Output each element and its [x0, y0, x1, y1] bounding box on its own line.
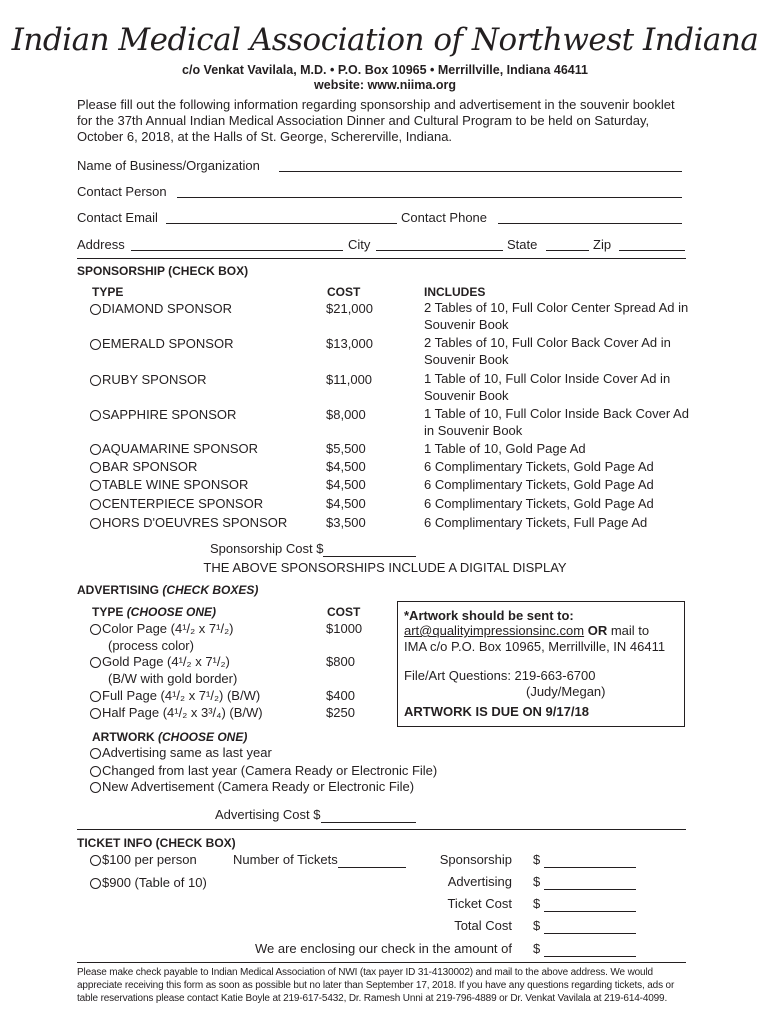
- contact-phone-label: Contact Phone: [401, 210, 488, 225]
- sponsor-cost: $4,500: [326, 477, 366, 492]
- advertising-cost-field[interactable]: [321, 811, 416, 823]
- total-label-ticket-cost: Ticket Cost: [447, 896, 512, 911]
- contact-phone-field[interactable]: [498, 223, 682, 224]
- ad-option-color-page[interactable]: Color Page (4¹/₂ x 7¹/₂): [90, 621, 233, 637]
- artwork-option-new[interactable]: New Advertisement (Camera Ready or Electronic File): [90, 779, 414, 795]
- radio-circle-icon[interactable]: [90, 782, 101, 793]
- contact-person-field[interactable]: [177, 197, 682, 198]
- organization-title: Indian Medical Association of Northwest Indiana: [11, 22, 759, 58]
- ad-cost: $1000: [326, 621, 363, 636]
- sponsorship-cost-header: COST: [327, 285, 361, 299]
- section-divider: [77, 829, 686, 830]
- ad-cost: $800: [326, 654, 355, 669]
- artwork-due-date: ARTWORK IS DUE ON 9/17/18: [404, 704, 589, 719]
- advertising-cost-header: COST: [327, 605, 361, 619]
- number-of-tickets-line: Number of Tickets: [233, 852, 406, 868]
- radio-circle-icon[interactable]: [90, 624, 101, 635]
- organization-address: c/o Venkat Vavilala, M.D. • P.O. Box 10965 • Merrillville, Indiana 46411: [182, 63, 588, 77]
- sponsor-cost: $21,000: [326, 301, 373, 316]
- ad-option-sub: (B/W with gold border): [108, 671, 238, 686]
- advertising-heading: ADVERTISING (CHECK BOXES): [77, 583, 259, 597]
- sponsor-includes: 6 Complimentary Tickets, Gold Page Ad: [424, 459, 654, 474]
- business-field[interactable]: [279, 171, 682, 172]
- zip-label: Zip: [593, 237, 612, 252]
- radio-circle-icon[interactable]: [90, 444, 101, 455]
- sponsor-cost: $4,500: [326, 459, 366, 474]
- radio-circle-icon[interactable]: [90, 748, 101, 759]
- ad-option-sub: (process color): [108, 638, 194, 653]
- sponsorship-cost-field[interactable]: [323, 545, 416, 557]
- radio-circle-icon[interactable]: [90, 462, 101, 473]
- radio-circle-icon[interactable]: [90, 855, 101, 866]
- sponsorship-total-field[interactable]: [544, 856, 636, 868]
- contact-email-label: Contact Email: [77, 210, 158, 225]
- radio-circle-icon[interactable]: [90, 375, 101, 386]
- sponsor-includes: 1 Table of 10, Gold Page Ad: [424, 441, 586, 456]
- ticket-heading: TICKET INFO (CHECK BOX): [77, 836, 236, 850]
- sponsor-option-ruby[interactable]: RUBY SPONSOR: [90, 372, 207, 388]
- ticket-cost-field[interactable]: [544, 900, 636, 912]
- sponsor-cost: $3,500: [326, 515, 366, 530]
- sponsor-option-sapphire[interactable]: SAPPHIRE SPONSOR: [90, 407, 236, 423]
- artwork-box-title: *Artwork should be sent to:: [404, 608, 574, 623]
- footer-instructions: Please make check payable to Indian Medical Association of NWI (tax payer ID 31-4130002) and mail to the above address. We would appreciate receiving this form as soon as possible but no later than September 17, 2018. If you have any questions regarding tickets, ads or table reservations please contact Katie Boyle at 219-617-5432, Dr. Ramesh Unni at 219-796-4889 or Dr. Venkat Vavilala at 219-614-4099.: [77, 967, 675, 1004]
- artwork-mail-address: IMA c/o P.O. Box 10965, Merrillville, IN 46411: [404, 639, 666, 654]
- sponsorship-type-header: TYPE: [92, 285, 124, 299]
- total-cost-field[interactable]: [544, 922, 636, 934]
- ticket-option-table[interactable]: $900 (Table of 10): [90, 875, 207, 891]
- sponsor-includes: 6 Complimentary Tickets, Gold Page Ad: [424, 477, 654, 492]
- sponsor-cost: $13,000: [326, 336, 373, 351]
- sponsorship-includes-header: INCLUDES: [424, 285, 486, 299]
- sponsor-option-table-wine[interactable]: TABLE WINE SPONSOR: [90, 477, 248, 493]
- artwork-option-same[interactable]: Advertising same as last year: [90, 745, 272, 761]
- state-label: State: [507, 237, 538, 252]
- sponsor-option-emerald[interactable]: EMERALD SPONSOR: [90, 336, 233, 352]
- advertising-total-field[interactable]: [544, 878, 636, 890]
- total-label-sponsorship: Sponsorship: [439, 852, 512, 867]
- radio-circle-icon[interactable]: [90, 518, 101, 529]
- contact-email-field[interactable]: [166, 223, 397, 224]
- section-divider: [77, 258, 686, 259]
- address-field[interactable]: [131, 250, 343, 251]
- advertising-type-header: TYPE (CHOOSE ONE): [92, 605, 217, 619]
- ad-option-gold-page[interactable]: Gold Page (4¹/₂ x 7¹/₂): [90, 654, 230, 670]
- total-label-advertising: Advertising: [447, 874, 512, 889]
- radio-circle-icon[interactable]: [90, 499, 101, 510]
- sponsor-cost: $8,000: [326, 407, 366, 422]
- sponsorship-cost-line: Sponsorship Cost $: [210, 541, 416, 557]
- section-divider: [77, 962, 686, 963]
- total-label-total-cost: Total Cost: [454, 918, 512, 933]
- sponsor-includes: 6 Complimentary Tickets, Gold Page Ad: [424, 496, 654, 511]
- total-label-check-amount: We are enclosing our check in the amount of: [254, 941, 512, 956]
- advertising-cost-line: Advertising Cost $: [215, 807, 416, 823]
- artwork-questions-phone: File/Art Questions: 219-663-6700: [404, 668, 596, 683]
- radio-circle-icon[interactable]: [90, 766, 101, 777]
- artwork-email-link[interactable]: art@qualityimpressionsinc.com: [404, 623, 585, 638]
- artwork-email-line: art@qualityimpressionsinc.com OR mail to: [404, 623, 650, 638]
- sponsor-includes: 6 Complimentary Tickets, Full Page Ad: [424, 515, 648, 530]
- digital-display-note: THE ABOVE SPONSORSHIPS INCLUDE A DIGITAL DISPLAY: [203, 560, 567, 575]
- sponsor-cost: $11,000: [326, 372, 373, 387]
- ad-cost: $400: [326, 688, 355, 703]
- sponsor-option-aquamarine[interactable]: AQUAMARINE SPONSOR: [90, 441, 258, 457]
- ad-option-full-page[interactable]: Full Page (4¹/₂ x 7¹/₂) (B/W): [90, 688, 260, 704]
- radio-circle-icon[interactable]: [90, 304, 101, 315]
- contact-person-label: Contact Person: [77, 184, 167, 199]
- address-label: Address: [77, 237, 125, 252]
- zip-field[interactable]: [619, 250, 685, 251]
- artwork-heading: ARTWORK (CHOOSE ONE): [92, 730, 248, 744]
- radio-circle-icon[interactable]: [90, 339, 101, 350]
- ticket-cost-total: $: [533, 896, 636, 912]
- radio-circle-icon[interactable]: [90, 657, 101, 668]
- organization-website: website: www.niima.org: [314, 78, 456, 92]
- sponsor-option-bar[interactable]: BAR SPONSOR: [90, 459, 197, 475]
- radio-circle-icon[interactable]: [90, 480, 101, 491]
- radio-circle-icon[interactable]: [90, 878, 101, 889]
- state-field[interactable]: [546, 250, 589, 251]
- sponsorship-total: $: [533, 852, 636, 868]
- city-label: City: [348, 237, 371, 252]
- artwork-option-changed[interactable]: Changed from last year (Camera Ready or Electronic File): [90, 763, 437, 779]
- radio-circle-icon[interactable]: [90, 410, 101, 421]
- ticket-option-per-person[interactable]: $100 per person: [90, 852, 197, 868]
- advertising-total: $: [533, 874, 636, 890]
- sponsor-cost: $4,500: [326, 496, 366, 511]
- radio-circle-icon[interactable]: [90, 708, 101, 719]
- grand-total: $: [533, 918, 636, 934]
- artwork-contact-names: (Judy/Megan): [526, 684, 606, 699]
- sponsor-includes: 2 Tables of 10, Full Color Center Spread Ad in Souvenir Book: [424, 300, 689, 332]
- check-amount: $: [533, 941, 636, 957]
- check-amount-field[interactable]: [544, 945, 636, 957]
- sponsor-cost: $5,500: [326, 441, 366, 456]
- ad-cost: $250: [326, 705, 355, 720]
- city-field[interactable]: [376, 250, 503, 251]
- intro-paragraph: Please fill out the following information regarding sponsorship and advertisement in the souvenir booklet for the 37th Annual Indian Medical Association Dinner and Cultural Program to be held on Saturday, October 6, 2018, at the Halls of St. George, Schererville, Indiana.: [77, 97, 675, 144]
- business-label: Name of Business/Organization: [77, 158, 260, 173]
- ad-option-half-page[interactable]: Half Page (4¹/₂ x 3³/₄) (B/W): [90, 705, 263, 721]
- sponsor-includes: 2 Tables of 10, Full Color Back Cover Ad in Souvenir Book: [424, 335, 671, 367]
- sponsor-option-centerpiece[interactable]: CENTERPIECE SPONSOR: [90, 496, 263, 512]
- sponsor-option-hors-doeuvres[interactable]: HORS D'OEUVRES SPONSOR: [90, 515, 287, 531]
- sponsorship-heading: SPONSORSHIP (CHECK BOX): [77, 264, 249, 278]
- sponsor-includes: 1 Table of 10, Full Color Inside Back Cover Ad in Souvenir Book: [424, 406, 689, 438]
- sponsor-option-diamond[interactable]: DIAMOND SPONSOR: [90, 301, 232, 317]
- sponsor-includes: 1 Table of 10, Full Color Inside Cover Ad in Souvenir Book: [424, 371, 671, 403]
- radio-circle-icon[interactable]: [90, 691, 101, 702]
